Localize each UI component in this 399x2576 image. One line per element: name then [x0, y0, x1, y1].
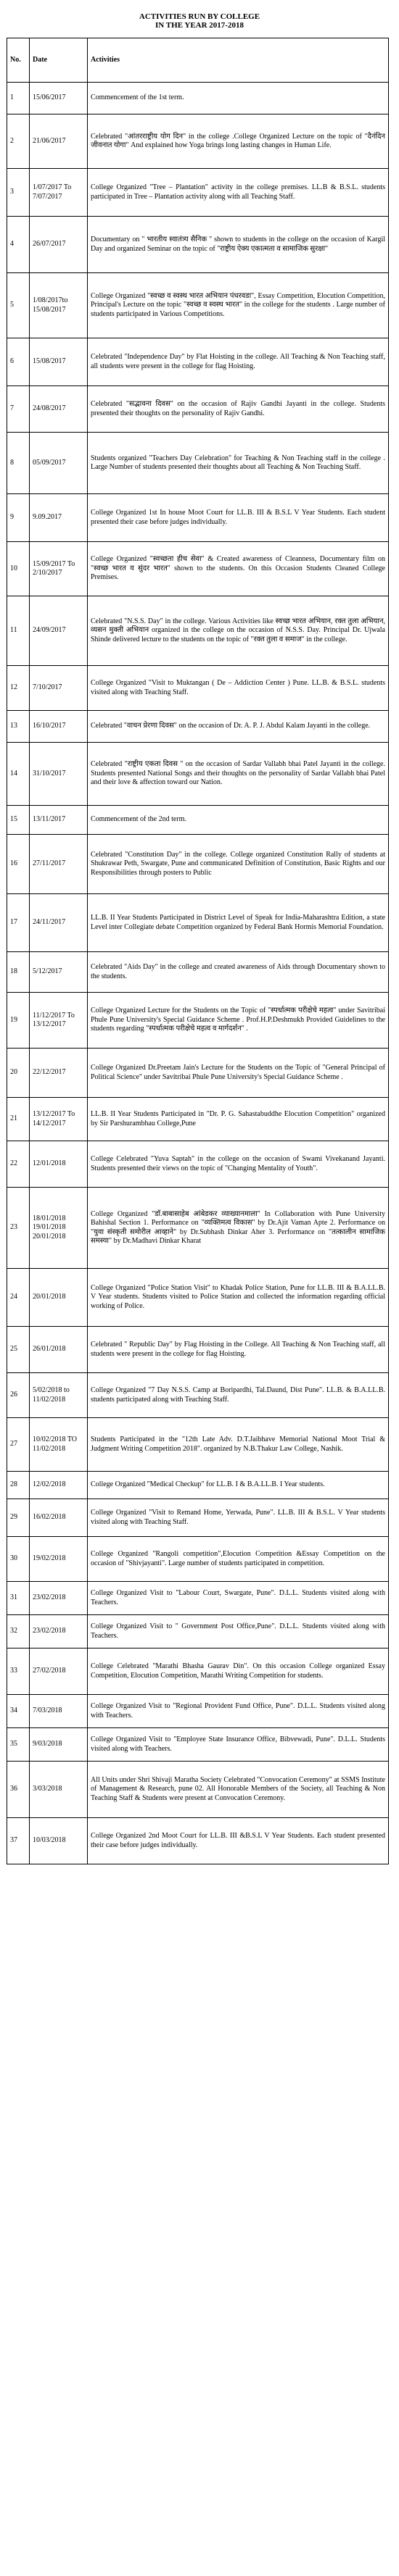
- row-number: 21: [7, 1098, 30, 1141]
- row-number: 8: [7, 433, 30, 494]
- row-number: 27: [7, 1418, 30, 1472]
- table-row: [7, 494, 389, 542]
- row-date: 15/08/2017: [30, 338, 88, 386]
- row-number: 23: [7, 1188, 30, 1269]
- row-activity: College Celebrated "Marathi Bhasha Gaurav Din". On this occasion College organized Essay Competition, Elocution Competition, Marathi Writing Competition for students.: [88, 1648, 389, 1695]
- row-activity: College Organized "Visit to Muktangan ( De – Addiction Center ) Pune. LL.B. & B.S.L. students visited along with Teaching Staff.: [88, 666, 389, 711]
- row-number: 37: [7, 1818, 30, 1864]
- table-row: [7, 1327, 389, 1373]
- column-header-activities: Activities: [88, 38, 389, 83]
- row-activity: LL.B. II Year Students Participated in District Level of Speak for India-Maharashtra Edition, a state Level inter Collegiate debate Competition organized by Federal Bank Hormis Memorial Foundation.: [88, 894, 389, 952]
- table-row: [7, 1373, 389, 1418]
- row-activity: Celebrated "सद्भावना दिवस" on the occasion of Rajiv Gandhi Jayanti in the college. Students presented their thoughts on the personality of Rajiv Gandhi.: [88, 386, 389, 433]
- row-date: 11/12/2017 To 13/12/2017: [30, 993, 88, 1049]
- row-date: 24/09/2017: [30, 596, 88, 666]
- table-row: [7, 666, 389, 711]
- row-number: 20: [7, 1049, 30, 1098]
- table-row: [7, 1049, 389, 1098]
- row-date: 3/03/2018: [30, 1762, 88, 1818]
- row-number: 30: [7, 1537, 30, 1582]
- row-number: 12: [7, 666, 30, 711]
- row-number: 31: [7, 1582, 30, 1615]
- row-activity: College Organized Dr.Preetam Jain's Lecture for the Students on the Topic of "General Principal of Political Science" under Savitribai Phule Pune University's Special Guidance Scheme .: [88, 1049, 389, 1098]
- row-number: 9: [7, 494, 30, 542]
- row-activity: Commencement of the 1st term.: [88, 83, 389, 114]
- table-row: [7, 1098, 389, 1141]
- row-activity: College Organized "Visit to Remand Home, Yerwada, Pune". LL.B. III & B.S.L. V Year students visited along with Teaching Staff.: [88, 1499, 389, 1537]
- row-activity: College Organized "Police Station Visit" to Khadak Police Station, Pune for LL.B. III & B.A.LL.B. V Year students. Students visited to Police Station and collected the information regarding official working of Police.: [88, 1269, 389, 1327]
- row-activity: Commencement of the 2nd term.: [88, 806, 389, 835]
- row-date: 13/11/2017: [30, 806, 88, 835]
- row-number: 17: [7, 894, 30, 952]
- table-row: [7, 1269, 389, 1327]
- table-row: [7, 806, 389, 835]
- table-row: [7, 338, 389, 386]
- row-date: 15/06/2017: [30, 83, 88, 114]
- table-row: [7, 169, 389, 217]
- row-date: 9/03/2018: [30, 1728, 88, 1762]
- row-date: 23/02/2018: [30, 1615, 88, 1648]
- row-number: 33: [7, 1648, 30, 1695]
- row-number: 11: [7, 596, 30, 666]
- row-number: 14: [7, 743, 30, 806]
- row-number: 34: [7, 1695, 30, 1728]
- table-row: [7, 835, 389, 894]
- row-date: 9.09.2017: [30, 494, 88, 542]
- row-number: 3: [7, 169, 30, 217]
- table-row: [7, 1499, 389, 1537]
- row-activity: Celebrated "वाचन प्रेरणा दिवस" on the occasion of Dr. A. P. J. Abdul Kalam Jayanti in the college.: [88, 711, 389, 743]
- row-date: 7/10/2017: [30, 666, 88, 711]
- row-date: 31/10/2017: [30, 743, 88, 806]
- row-number: 22: [7, 1141, 30, 1188]
- activities-table: [7, 38, 389, 1864]
- row-date: 5/12/2017: [30, 952, 88, 993]
- row-date: 10/03/2018: [30, 1818, 88, 1864]
- row-number: 18: [7, 952, 30, 993]
- table-row: [7, 596, 389, 666]
- row-date: 23/02/2018: [30, 1582, 88, 1615]
- row-activity: College Organized "Rangoli competition",Elocution Competition &Essay Competition on the occasion of "Shivjayanti". Large number of students participated in competition.: [88, 1537, 389, 1582]
- table-row: [7, 1615, 389, 1648]
- table-row: [7, 273, 389, 338]
- table-row: [7, 993, 389, 1049]
- row-number: 6: [7, 338, 30, 386]
- table-row: [7, 1582, 389, 1615]
- row-activity: Students organized "Teachers Day Celebration" for Teaching & Non Teaching staff in the college . Large Number of students presented their thoughts about all Teaching & Non Teaching Staff.: [88, 433, 389, 494]
- row-activity: College Organized 2nd Moot Court for LL.B. III &B.S.L V Year Students. Each student presented their case before judges individually.: [88, 1818, 389, 1864]
- row-date: 22/12/2017: [30, 1049, 88, 1098]
- column-header-date: Date: [30, 38, 88, 83]
- row-activity: Celebrated "N.S.S. Day" in the college. Various Activities like स्वच्छ भारत अभियान, रक्त तुला अभियान, व्यसन मुक्ती अभियान organized in the college on the occasion of N.S.S. Day. Principal Dr. Ujwala Shinde delivered lecture to the students on the topic of "रक्त तुला व समाज" in the college.: [88, 596, 389, 666]
- table-row: [7, 386, 389, 433]
- row-date: 13/12/2017 To 14/12/2017: [30, 1098, 88, 1141]
- row-date: 15/09/2017 To 2/10/2017: [30, 542, 88, 596]
- row-number: 28: [7, 1472, 30, 1499]
- row-number: 24: [7, 1269, 30, 1327]
- row-number: 5: [7, 273, 30, 338]
- row-activity: Documentary on " भारतीय स्वातंत्र्य सैनिक " shown to students in the college on the occasion of Kargil Day and organized Seminar on the topic of "राष्ट्रीय ऐक्य एकात्मता व सामाजिक सुरक्षा": [88, 217, 389, 273]
- row-date: 1/08/2017to 15/08/2017: [30, 273, 88, 338]
- page-title: ACTIVITIES RUN BY COLLEGE: [139, 12, 260, 21]
- row-activity: College Organized "Tree – Plantation" activity in the college premises. LL.B & B.S.L. students participated in Tree – Plantation activity along with all Teaching Staff.: [88, 169, 389, 217]
- row-date: 16/02/2018: [30, 1499, 88, 1537]
- table-row: [7, 542, 389, 596]
- table-row: [7, 114, 389, 169]
- row-activity: College Organized "स्वच्छता हीच सेवा" & Created awareness of Cleanness, Documentary film on "स्वच्छ भारत व सुंदर भारत" shown to the students. On this Occasion Students Cleaned College Premises.: [88, 542, 389, 596]
- table-row: [7, 743, 389, 806]
- row-number: 15: [7, 806, 30, 835]
- row-date: 24/11/2017: [30, 894, 88, 952]
- row-date: 10/02/2018 TO 11/02/2018: [30, 1418, 88, 1472]
- row-number: 13: [7, 711, 30, 743]
- row-activity: College Organized Visit to "Regional Provident Fund Office, Pune". D.L.L. Students visited along with Teachers.: [88, 1695, 389, 1728]
- row-date: 26/01/2018: [30, 1327, 88, 1373]
- table-row: [7, 711, 389, 743]
- table-row: [7, 1472, 389, 1499]
- row-number: 1: [7, 83, 30, 114]
- table-row: [7, 952, 389, 993]
- row-date: 27/11/2017: [30, 835, 88, 894]
- row-date: 5/02/2018 to 11/02/2018: [30, 1373, 88, 1418]
- table-row: [7, 1188, 389, 1269]
- table-row: [7, 1648, 389, 1695]
- row-activity: College Organized "डॉ.बाबासाहेब आंबेडकर व्याख्यानमाला" In Collaboration with Pune University Bahishal Section 1. Performance on "व्यक्तिमत्व विकास" by Dr.Ajit Vaman Apte 2. Performance on "युवा संस्कृती समोरील आव्हाने" by Dr.Subhash Dinkar Aher 3. Performance on "तत्कालीन सामाजिक समस्या" by Dr.Madhavi Dinkar Kharat: [88, 1188, 389, 1269]
- row-number: 7: [7, 386, 30, 433]
- row-date: 27/02/2018: [30, 1648, 88, 1695]
- row-number: 35: [7, 1728, 30, 1762]
- row-activity: College Organized Visit to "Employee State Insurance Office, Bibvewadi, Pune". D.L.L. Students visited along with Teachers.: [88, 1728, 389, 1762]
- table-row: [7, 217, 389, 273]
- row-date: 21/06/2017: [30, 114, 88, 169]
- table-row: [7, 1695, 389, 1728]
- row-activity: Celebrated "आंतरराष्ट्रीय योग दिन" in the college .College Organized Lecture on the topic of "दैनंदिन जीवनात योगा" And explained how Yoga brings long lasting changes in Human Life.: [88, 114, 389, 169]
- row-date: 26/07/2017: [30, 217, 88, 273]
- row-number: 16: [7, 835, 30, 894]
- row-activity: Celebrated "Independence Day" by Flat Hoisting in the college. All Teaching & Non Teaching staff, all students were present in the college for flag Hoisting.: [88, 338, 389, 386]
- row-number: 2: [7, 114, 30, 169]
- row-activity: College Organized Visit to " Government Post Office,Pune". D.L.L. Students visited along with Teachers.: [88, 1615, 389, 1648]
- row-date: 1/07/2017 To 7/07/2017: [30, 169, 88, 217]
- page-subtitle: IN THE YEAR 2017-2018: [155, 21, 244, 30]
- row-number: 19: [7, 993, 30, 1049]
- table-header-row: [7, 38, 389, 83]
- table-row: [7, 894, 389, 952]
- row-activity: Celebrated "Aids Day" in the college and created awareness of Aids through Documentary shown to the students.: [88, 952, 389, 993]
- table-row: [7, 83, 389, 114]
- row-activity: College Organized Lecture for the Students on the Topic of "स्पर्धात्मक परीक्षेचे महत्व" under Savitribai Phule Pune University's Special Guidance Scheme . Prof.H.P.Deshmukh Provided Guidelines to the students regarding "स्पर्धात्मक परीक्षेचे महत्व व मार्गदर्शन" .: [88, 993, 389, 1049]
- row-number: 26: [7, 1373, 30, 1418]
- row-activity: College Organized 1st In house Moot Court for LL.B. III & B.S.L V Year Students. Each student presented their case before judges individually.: [88, 494, 389, 542]
- row-number: 10: [7, 542, 30, 596]
- row-date: 12/01/2018: [30, 1141, 88, 1188]
- table-row: [7, 1537, 389, 1582]
- row-activity: College Organized "स्वच्छ व स्वस्थ भारत अभियान पंधरवडा", Essay Competition, Elocution Competition, Principal's Lecture on the topic "स्वच्छ व स्वस्थ भारत" in the college for the students . Large number of students participated in Various Competitions.: [88, 273, 389, 338]
- row-number: 29: [7, 1499, 30, 1537]
- row-date: 16/10/2017: [30, 711, 88, 743]
- table-row: [7, 1818, 389, 1864]
- row-activity: Celebrated "Constitution Day" in the college. College organized Constitution Rally of students at Shukrawar Peth, Swargate, Pune and communicated Definition of Constitution, Basic Rights and our Responsibilities through posters to Public: [88, 835, 389, 894]
- row-date: 12/02/2018: [30, 1472, 88, 1499]
- row-number: 36: [7, 1762, 30, 1818]
- table-row: [7, 1762, 389, 1818]
- row-date: 24/08/2017: [30, 386, 88, 433]
- row-activity: Celebrated " Republic Day" by Flag Hoisting in the College. All Teaching & Non Teaching staff, all students were present in the college for flag Hoisting.: [88, 1327, 389, 1373]
- row-activity: LL.B. II Year Students Participated in "Dr. P. G. Sahastabuddhe Elocution Competition" organized by Sir Parshurambhau College,Pune: [88, 1098, 389, 1141]
- column-header-no: No.: [7, 38, 30, 83]
- row-number: 25: [7, 1327, 30, 1373]
- table-row: [7, 1728, 389, 1762]
- row-date: 20/01/2018: [30, 1269, 88, 1327]
- row-activity: College Organized "7 Day N.S.S. Camp at Boripardhi, Tal.Daund, Dist Pune". LL.B. & B.A.LL.B. students participated along with Teaching Staff.: [88, 1373, 389, 1418]
- row-activity: College Organized "Medical Checkup" for LL.B. I & B.A.LL.B. I Year students.: [88, 1472, 389, 1499]
- row-activity: Celebrated "राष्ट्रीय एकता दिवस " on the occasion of Sardar Vallabh bhai Patel Jayanti in the college. Students presented National Songs and their thoughts on the personality of Sardar Vallabh bhai Patel and their love & affection toward our Nation.: [88, 743, 389, 806]
- row-date: 19/02/2018: [30, 1537, 88, 1582]
- row-activity: Students Participated in the "12th Late Adv. D.T.Jaibhave Memorial National Moot Trial & Judgment Writing Competition 2018". organized by N.B.Thakur Law College, Nashik.: [88, 1418, 389, 1472]
- row-date: 05/09/2017: [30, 433, 88, 494]
- table-row: [7, 433, 389, 494]
- row-date: 18/01/2018 19/01/2018 20/01/2018: [30, 1188, 88, 1269]
- row-activity: College Organized Visit to "Labour Court, Swargate, Pune". D.L.L. Students visited along with Teachers.: [88, 1582, 389, 1615]
- row-activity: College Celebrated "Yuva Saptah" in the college on the occasion of Swami Vivekanand Jayanti. Students presented their views on the topic of "Changing Mentality of Youth".: [88, 1141, 389, 1188]
- row-activity: All Units under Shri Shivaji Maratha Society Celebrated "Convocation Ceremony" at SSMS Institute of Management & Research, pune 02. All Honorable Members of the Society, all Teaching & Non Teaching Staff & Students were present at Convocation Ceremony.: [88, 1762, 389, 1818]
- row-date: 7/03/2018: [30, 1695, 88, 1728]
- table-row: [7, 1141, 389, 1188]
- row-number: 32: [7, 1615, 30, 1648]
- table-row: [7, 1418, 389, 1472]
- row-number: 4: [7, 217, 30, 273]
